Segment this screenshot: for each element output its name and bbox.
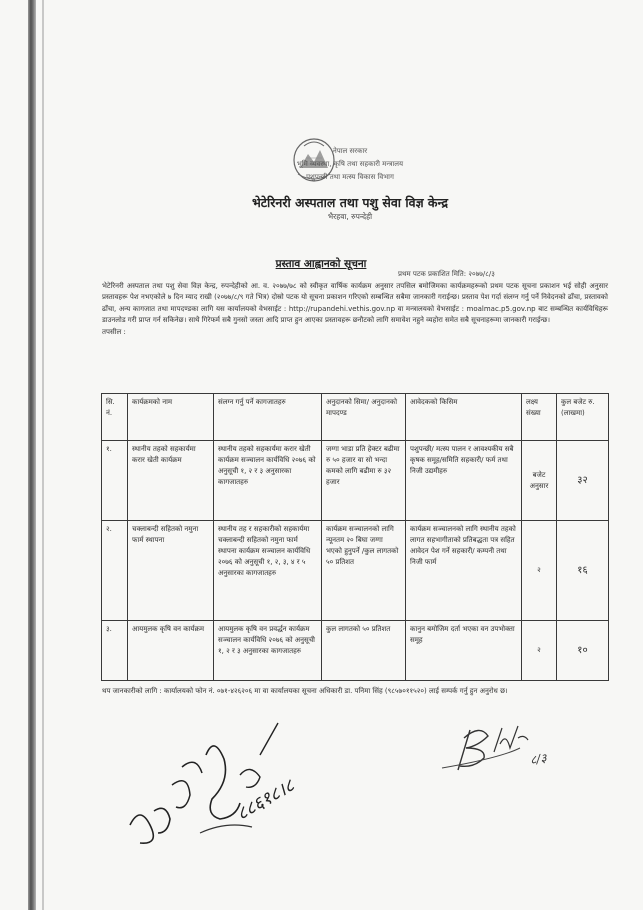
cell-sn: १. bbox=[102, 441, 128, 521]
organization-location: भैरहवा, रुपन्देही bbox=[327, 212, 373, 221]
binding-edge bbox=[28, 0, 36, 910]
cell-limit: जग्गा भाडा प्रति हेक्टर बढीमा रु ५० हजार वा सो भन्दा कमको लागि बढीमा रु ३२ हजार bbox=[322, 441, 406, 521]
cell-applicant: पशुपन्छी/ मत्स्य पालन र आवश्यकीय सबै कृषक समूह/समिति सहकारी/ फर्म तथा निजी उद्यमीहरु bbox=[406, 441, 522, 521]
notice-paragraph: भेटेरिनरी अस्पताल तथा पशु सेवा विज्ञ केन्द्र, रुपन्देहीको आ. व. २०७७/७८ को स्वीकृत वार्षिक कार्यक्रम अनुसार तपसिल बमोजिमका कार्यक्रमहरूको प्रथम पटक सूचना प्रकाशन भई सोही अनुसार प्रस्तावहरू पेश नभएकोले ७ दिन म्याद राखी (२०७७/८/९ गते भित्र) दोस्रो पटक यो सूचना प्रकाशन गरिएको सम्बन्धित सबैमा जानकारी गराईन्छ। प्रस्ताव पेश गर्दा संलग्न गर्नु पर्ने निवेदनको ढाँचा, प्रस्तावको ढाँचा, अन्य कागजात तथा मापदण्डका लागि यस कार्यालयको वेभसाईट : http://rupandehi.vethis.gov.np वा मन्त्रालयको वेभसाईट : moalmac.p5.gov.np बाट सम्बन्धित कार्यविधिहरू डाउनलोड गरी प्राप्त गर्न सकिनेछ। साथै गिरेफर्म सबै गुनसो जस्ता आदि प्राप्त हुन आएका प्रस्तावहरू छनौटको लागि समावेश नहुने व्यहोरा समेत सबै सूचनाहरूमा जानकारी गराईन्छ। bbox=[102, 282, 608, 325]
publication-date: प्रथम पटक प्रकाशित मिति: २०७७/८/३ bbox=[398, 270, 495, 278]
gov-line-2: भूमि व्यवस्था, कृषि तथा सहकारी मन्त्रालय bbox=[296, 160, 404, 168]
col-sn-header: सि. नं. bbox=[102, 394, 128, 441]
cell-limit: कार्यक्रम सञ्चालनको लागि न्यूनतम २० बिघा जग्गा भएको हुनुपर्ने /कुल लागतको ५० प्रतिशत bbox=[322, 521, 406, 621]
cell-target: बजेट अनुसार bbox=[522, 441, 557, 521]
col-budget-header: कुल बजेट रु. (लाखमा) bbox=[557, 394, 609, 441]
organization-name: भेटेरिनरी अस्पताल तथा पशु सेवा विज्ञ केन्द्र bbox=[251, 195, 449, 210]
contact-footer: थप जानकारीको लागि : कार्यालयको फोन नं. ०७१-४२६२०६ मा वा कार्यालयका सूचना अधिकारी डा. पनिमा सिंह (९८५७०११५२०) लाई सम्पर्क गर्नु हुन अनुरोध छ। bbox=[102, 687, 508, 695]
cell-program-name: चक्लाबन्दी सहितको नमुना फार्म स्थापना bbox=[128, 521, 214, 621]
cell-limit: कुल लागतको ५० प्रतिशत bbox=[322, 621, 406, 681]
handwritten-number: ८८६१८।८ bbox=[233, 775, 299, 825]
col-limit-header: अनुदानको सिमा/ अनुदानको मापदण्ड bbox=[322, 394, 406, 441]
program-table bbox=[101, 393, 609, 681]
table-row bbox=[102, 621, 609, 681]
col-program-header: कार्यक्रमको नाम bbox=[128, 394, 214, 441]
cell-sn: २. bbox=[102, 521, 128, 621]
col-applicant-header: आवेदकको किसिम bbox=[406, 394, 522, 441]
table-header-row bbox=[102, 394, 609, 441]
cell-applicant: कार्यक्रम सञ्चालनको लागि स्थानीय तहको लागत सहभागीताको प्रतिबद्धता पत्र सहित आवेदन पेश गर्ने सहकारी/ कम्पनी तथा निजी फार्म bbox=[406, 521, 522, 621]
cell-sn: ३. bbox=[102, 621, 128, 681]
cell-applicant: कानुन बमोजिम दर्ता भएका वन उपभोक्ता समूह bbox=[406, 621, 522, 681]
notice-title: प्रस्ताव आह्वानको सूचना bbox=[275, 258, 367, 270]
cell-documents: स्थानीय तहको सहकार्यमा करार खेती कार्यक्रम सञ्चालन कार्यविधि २०७६ को अनुसूची १, २ र ३ अनुसारका कागजातहरु bbox=[214, 441, 322, 521]
gov-line-3: पशुपन्छी तथा मत्स्य विकास विभाग bbox=[306, 173, 394, 181]
cell-documents: स्थानीय तह र सहकारीको सहकार्यमा चक्लाबन्दी सहितको नमुना फार्म स्थापना कार्यक्रम सञ्चालन कार्यविधि २०७६ को अनुसूची १, २, ३, ४ र ५ अनुसारका कागजातहरु bbox=[214, 521, 322, 621]
cell-budget: १६ bbox=[557, 521, 609, 621]
cell-documents: आयमुलक कृषि वन प्रवर्द्धन कार्यक्रम सञ्चालन कार्यविधि २०७६ को अनुसूची १, २ र ३ अनुसारका कागजातहरु bbox=[214, 621, 322, 681]
binding-shadow bbox=[42, 0, 44, 910]
gov-line-1: नेपाल सरकार bbox=[332, 147, 368, 155]
handwritten-date: ८/३ bbox=[529, 750, 548, 768]
table-row bbox=[102, 441, 609, 521]
cell-budget: १० bbox=[557, 621, 609, 681]
signature-left bbox=[110, 715, 340, 875]
signature-right bbox=[440, 718, 590, 778]
table-row bbox=[102, 521, 609, 621]
cell-target: २ bbox=[522, 521, 557, 621]
notice-body bbox=[102, 281, 608, 338]
cell-program-name: स्थानीय तहको सहकार्यमा करार खेती कार्यक्रम bbox=[128, 441, 214, 521]
cell-program-name: आयमुलक कृषि वन कार्यक्रम bbox=[128, 621, 214, 681]
cell-budget: ३२ bbox=[557, 441, 609, 521]
cell-target: २ bbox=[522, 621, 557, 681]
tapasil-label: तपसील : bbox=[102, 327, 126, 336]
col-target-header: लक्ष्य संख्या bbox=[522, 394, 557, 441]
col-documents-header: संलग्न गर्नु पर्ने कागजातहरु bbox=[214, 394, 322, 441]
